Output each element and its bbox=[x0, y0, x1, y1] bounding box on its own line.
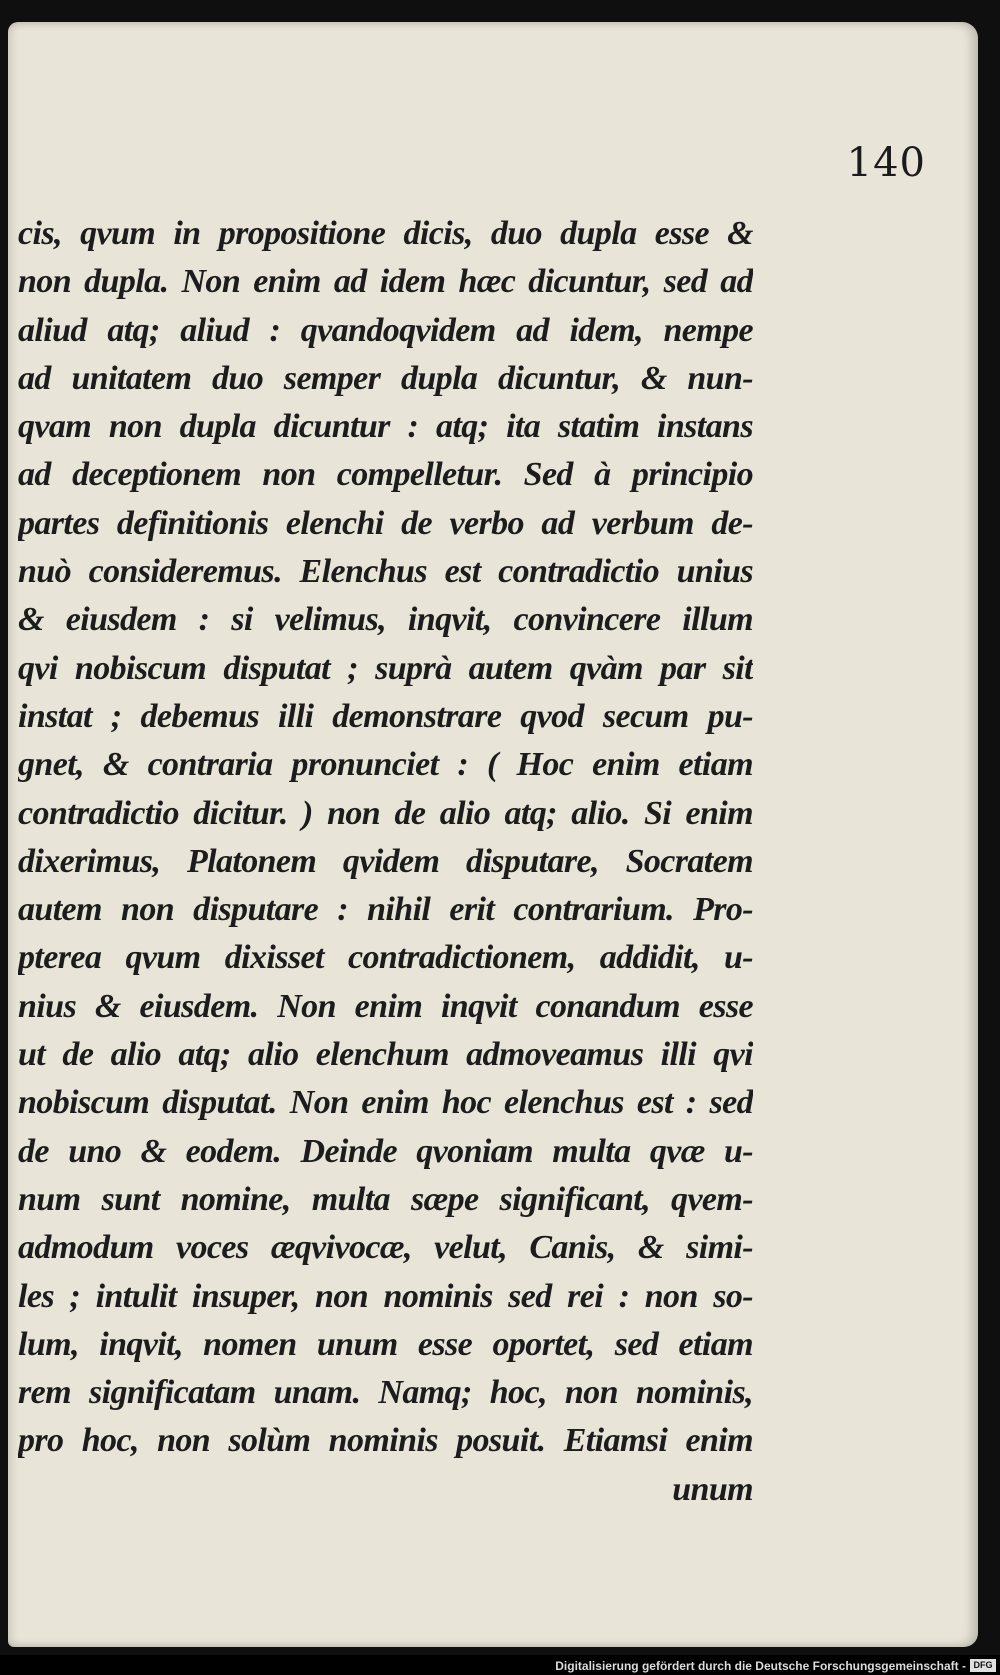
text-line: nobiscum disputat. Non enim hoc elenchus est : sed bbox=[18, 1084, 753, 1122]
text-line: cis, qvum in propositione dicis, duo dupla esse & bbox=[18, 215, 753, 252]
text-line: nuò consideremus. Elenchus est contradictio unius bbox=[18, 553, 753, 591]
text-line: pro hoc, non solùm nominis posuit. Etiamsi enim bbox=[18, 1422, 753, 1460]
text-line: ad unitatem duo semper dupla dicuntur, & nun- bbox=[18, 359, 753, 397]
text-line: contradictio dicitur. ) non de alio atq; alio. Si enim bbox=[18, 794, 753, 832]
text-line: autem non disputare : nihil erit contrarium. Pro- bbox=[18, 891, 753, 929]
text-line: & eiusdem : si velimus, inqvit, convincere illum bbox=[18, 601, 753, 639]
text-line: lum, inqvit, nomen unum esse oportet, sed etiam bbox=[18, 1325, 753, 1363]
text-line: ut de alio atq; alio elenchum admoveamus illi qvi bbox=[18, 1036, 753, 1074]
text-line: qvi nobiscum disputat ; suprà autem qvàm par sit bbox=[18, 649, 753, 687]
text-line: de uno & eodem. Deinde qvoniam multa qvæ u- bbox=[18, 1132, 753, 1170]
footer-bar bbox=[0, 1655, 1000, 1675]
text-line: admodum voces æqvivocæ, velut, Canis, & simi- bbox=[18, 1229, 753, 1267]
page-number: 140 bbox=[846, 140, 926, 186]
text-line: ad deceptionem non compelletur. Sed à principio bbox=[18, 456, 753, 494]
text-block bbox=[18, 210, 753, 1514]
text-line: nius & eiusdem. Non enim inqvit conandum esse bbox=[18, 987, 753, 1025]
text-line: rem significatam unam. Namq; hoc, non nominis, bbox=[18, 1374, 753, 1412]
text-line: qvam non dupla dicuntur : atq; ita statim instans bbox=[18, 408, 753, 446]
text-line: non dupla. Non enim ad idem hæc dicuntur, sed ad bbox=[18, 263, 753, 301]
text-line: pterea qvum dixisset contradictionem, addidit, u- bbox=[18, 939, 753, 977]
book-page bbox=[8, 22, 978, 1647]
text-line: dixerimus, Platonem qvidem disputare, Socratem bbox=[18, 842, 753, 880]
catchword: unum bbox=[672, 1470, 753, 1508]
text-line: les ; intulit insuper, non nominis sed rei : non so- bbox=[18, 1277, 753, 1315]
funding-credit: Digitalisierung gefördert durch die Deutsche Forschungsgemeinschaft - bbox=[555, 1659, 966, 1673]
text-line: instat ; debemus illi demonstrare qvod secum pu- bbox=[18, 697, 753, 735]
text-line: gnet, & contraria pronunciet : ( Hoc enim etiam bbox=[18, 746, 753, 784]
text-line: partes definitionis elenchi de verbo ad verbum de- bbox=[18, 504, 753, 542]
text-line: aliud atq; aliud : qvandoqvidem ad idem, nempe bbox=[18, 311, 753, 349]
text-line: num sunt nomine, multa sæpe significant, qvem- bbox=[18, 1180, 753, 1218]
dfg-logo-icon: DFG bbox=[970, 1659, 996, 1672]
